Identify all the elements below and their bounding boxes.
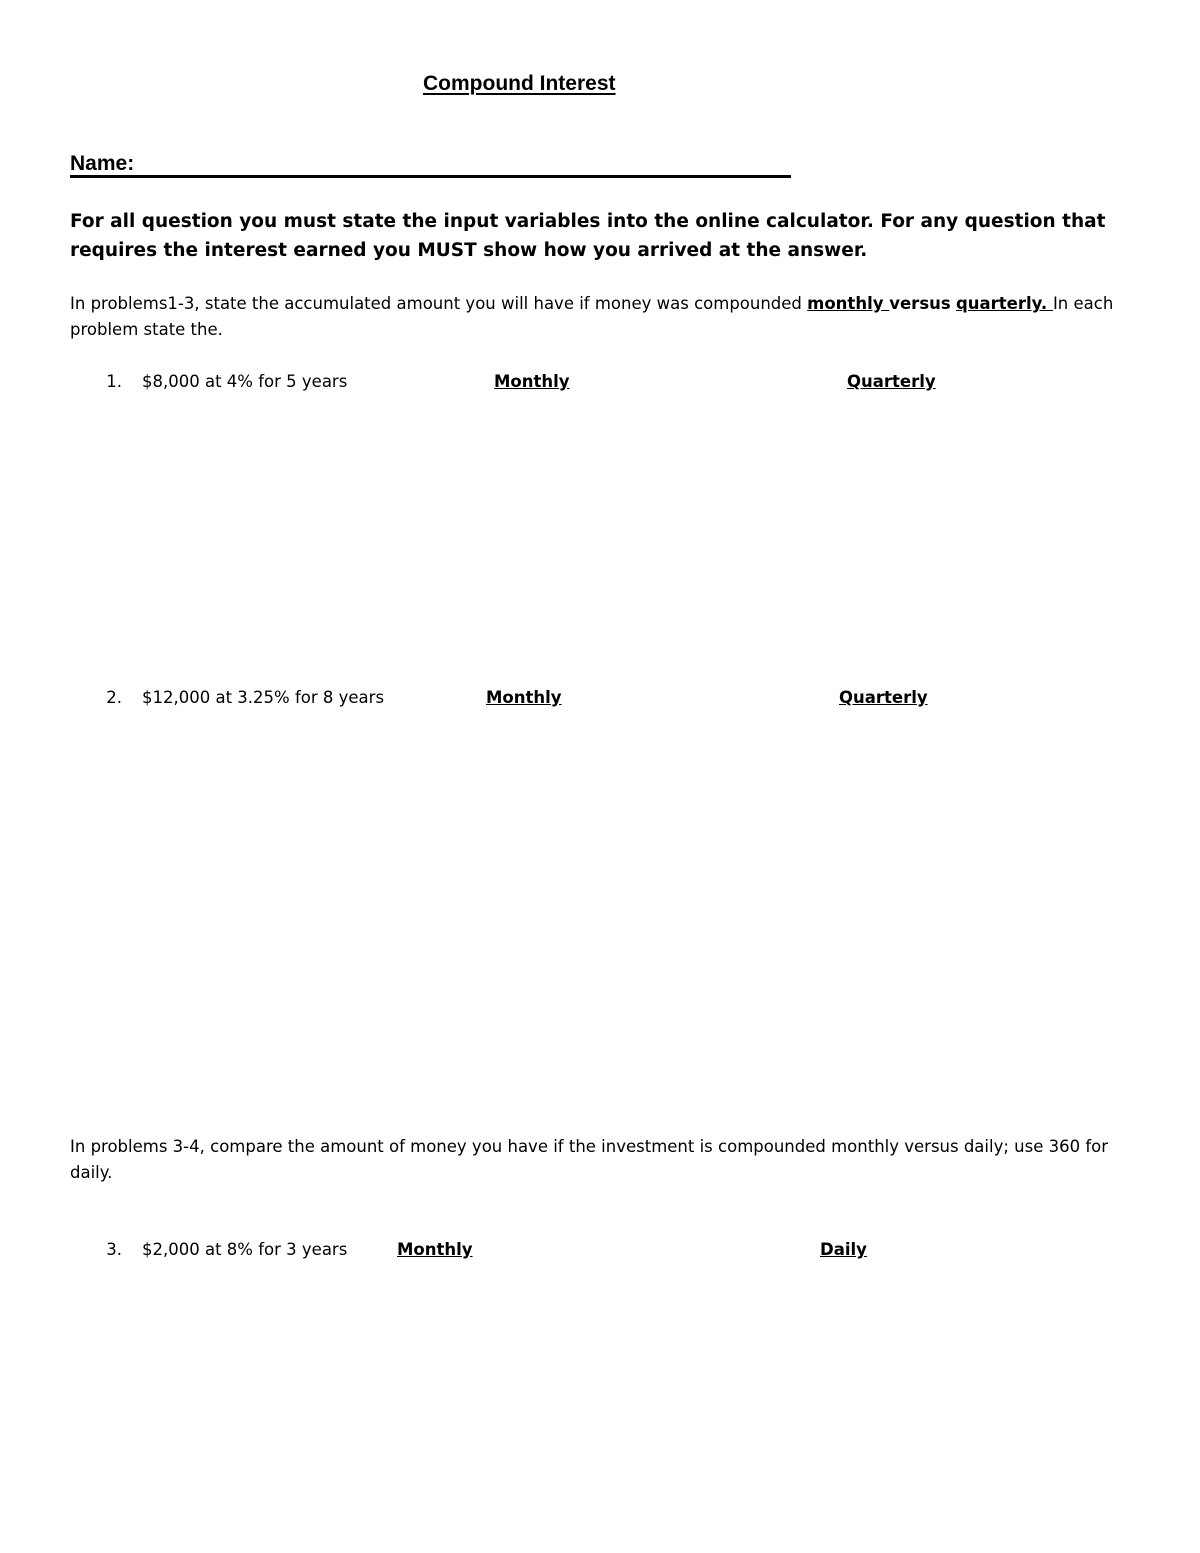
- problem-1-quarterly-heading: Quarterly: [847, 372, 936, 391]
- problem-3-text: $2,000 at 8% for 3 years: [142, 1240, 348, 1259]
- section2-intro: In problems 3-4, compare the amount of money you have if the investment is compounded monthly versus daily; use 360 for daily.: [70, 1137, 1109, 1182]
- problem-1-number: 1.: [106, 372, 122, 391]
- page-title: Compound Interest: [423, 72, 616, 95]
- section1-intro-after: In each problem state the.: [70, 294, 1114, 339]
- quarterly-emphasis: quarterly.: [955, 294, 1053, 313]
- name-field-line[interactable]: [70, 175, 791, 178]
- problem-2-text: $12,000 at 3.25% for 8 years: [142, 688, 385, 707]
- monthly-emphasis: monthly: [807, 294, 890, 313]
- problem-3-daily-heading: Daily: [820, 1240, 867, 1259]
- section1-intro: [70, 291, 1130, 343]
- instructions: For all question you must state the input variables into the online calculator. For any question that requires the interest earned you MUST show how you arrived at the answer.: [70, 211, 1106, 261]
- versus-word: versus: [889, 294, 951, 313]
- section1-intro-before: In problems1-3, state the accumulated amount you will have if money was compounded: [70, 294, 808, 313]
- problem-3-number: 3.: [106, 1240, 122, 1259]
- problem-2-number: 2.: [106, 688, 122, 707]
- problem-3-monthly-heading: Monthly: [397, 1240, 473, 1259]
- problem-2-monthly-heading: Monthly: [486, 688, 562, 707]
- problem-2-quarterly-heading: Quarterly: [839, 688, 928, 707]
- problem-1-text: $8,000 at 4% for 5 years: [142, 372, 348, 391]
- problem-1-monthly-heading: Monthly: [494, 372, 570, 391]
- name-label: Name:: [70, 152, 135, 175]
